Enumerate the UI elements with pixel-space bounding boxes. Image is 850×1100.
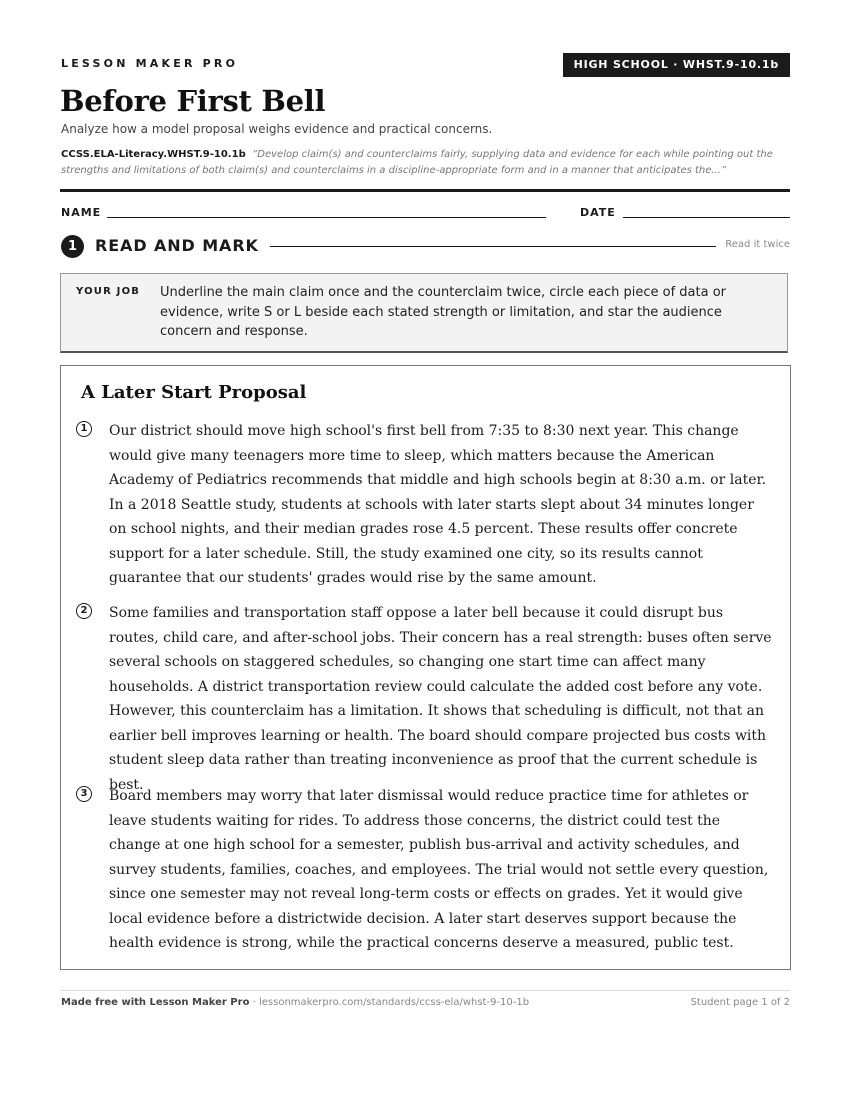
name-field-line[interactable]: [107, 217, 546, 218]
standard-quote: “Develop claim(s) and counterclaims fairly, supplying data and evidence for each while pointing out the strengths and limitations of both claim(s) and counterclaims in a discipline-appropriate form and in a manner that anticipates the...”: [61, 149, 773, 176]
section-note: Read it twice: [725, 239, 790, 250]
job-label: YOUR JOB: [76, 286, 141, 297]
header-divider: [60, 189, 790, 192]
job-text: Underline the main claim once and the counterclaim twice, circle each piece of data or evidence, write S or L beside each stated strength or limitation, and star the audience concern and response.: [160, 285, 727, 339]
passage-box: [60, 365, 791, 970]
section-title: READ AND MARK: [95, 236, 259, 255]
date-label: DATE: [580, 206, 616, 219]
paragraph-number-badge: 2: [76, 603, 92, 619]
grade-standard-badge: HIGH SCHOOL · WHST.9-10.1b: [563, 53, 790, 77]
page-title: Before First Bell: [60, 84, 326, 118]
footer-divider: [60, 990, 790, 991]
section-number-badge: 1: [61, 235, 84, 258]
brand-name: LESSON MAKER PRO: [61, 57, 239, 70]
passage-title: A Later Start Proposal: [81, 382, 307, 403]
footer-url[interactable]: · lessonmakerpro.com/standards/ccss-ela/whst-9-10-1b: [249, 997, 530, 1008]
job-instructions-box: [60, 273, 788, 353]
name-label: NAME: [61, 206, 102, 219]
footer-page-number: Student page 1 of 2: [690, 997, 790, 1008]
footer-credit: [61, 997, 529, 1008]
paragraph-number-badge: 3: [76, 786, 92, 802]
page-subtitle: Analyze how a model proposal weighs evidence and practical concerns.: [61, 122, 493, 136]
paragraph-text: Board members may worry that later dismissal would reduce practice time for athletes or leave students waiting for rides. To address those concerns, the district could test the change at one high school for a semester, publish bus-arrival and activity schedules, and survey students, families, coaches, and employees. The trial would not settle every question, since one semester may not reveal long-term costs or effects on grades. Yet it would give local evidence before a districtwide decision. A later start deserves support because the health evidence is strong, while the practical concerns deserve a measured, public test.: [109, 788, 769, 951]
section-divider: [270, 246, 716, 247]
paragraph-number-badge: 1: [76, 421, 92, 437]
paragraph-text: Some families and transportation staff oppose a later bell because it could disrupt bus routes, child care, and after-school jobs. Their concern has a real strength: buses often serve several schools on staggered schedules, so changing one start time can affect many households. A district transportation review could calculate the added cost before any vote. However, this counterclaim has a limitation. It shows that scheduling is difficult, not that an earlier bell improves learning or health. The board should compare projected bus costs with student sleep data rather than treating inconvenience as proof that the current schedule is best.: [109, 605, 772, 793]
paragraph-text: Our district should move high school's first bell from 7:35 to 8:30 next year. This change would give many teenagers more time to sleep, which matters because the American Academy of Pediatrics recommends that middle and high schools begin at 8:30 a.m. or later. In a 2018 Seattle study, students at schools with later starts slept about 34 minutes longer on school nights, and their median grades rose 4.5 percent. These results offer concrete support for a later schedule. Still, the study examined one city, so its results cannot guarantee that our students' grades would rise by the same amount.: [109, 423, 767, 586]
standard-code: CCSS.ELA-Literacy.WHST.9-10.1b: [61, 149, 246, 160]
standard-description: [61, 147, 796, 179]
footer-made-by: Made free with Lesson Maker Pro: [61, 997, 250, 1008]
date-field-line[interactable]: [623, 217, 790, 218]
